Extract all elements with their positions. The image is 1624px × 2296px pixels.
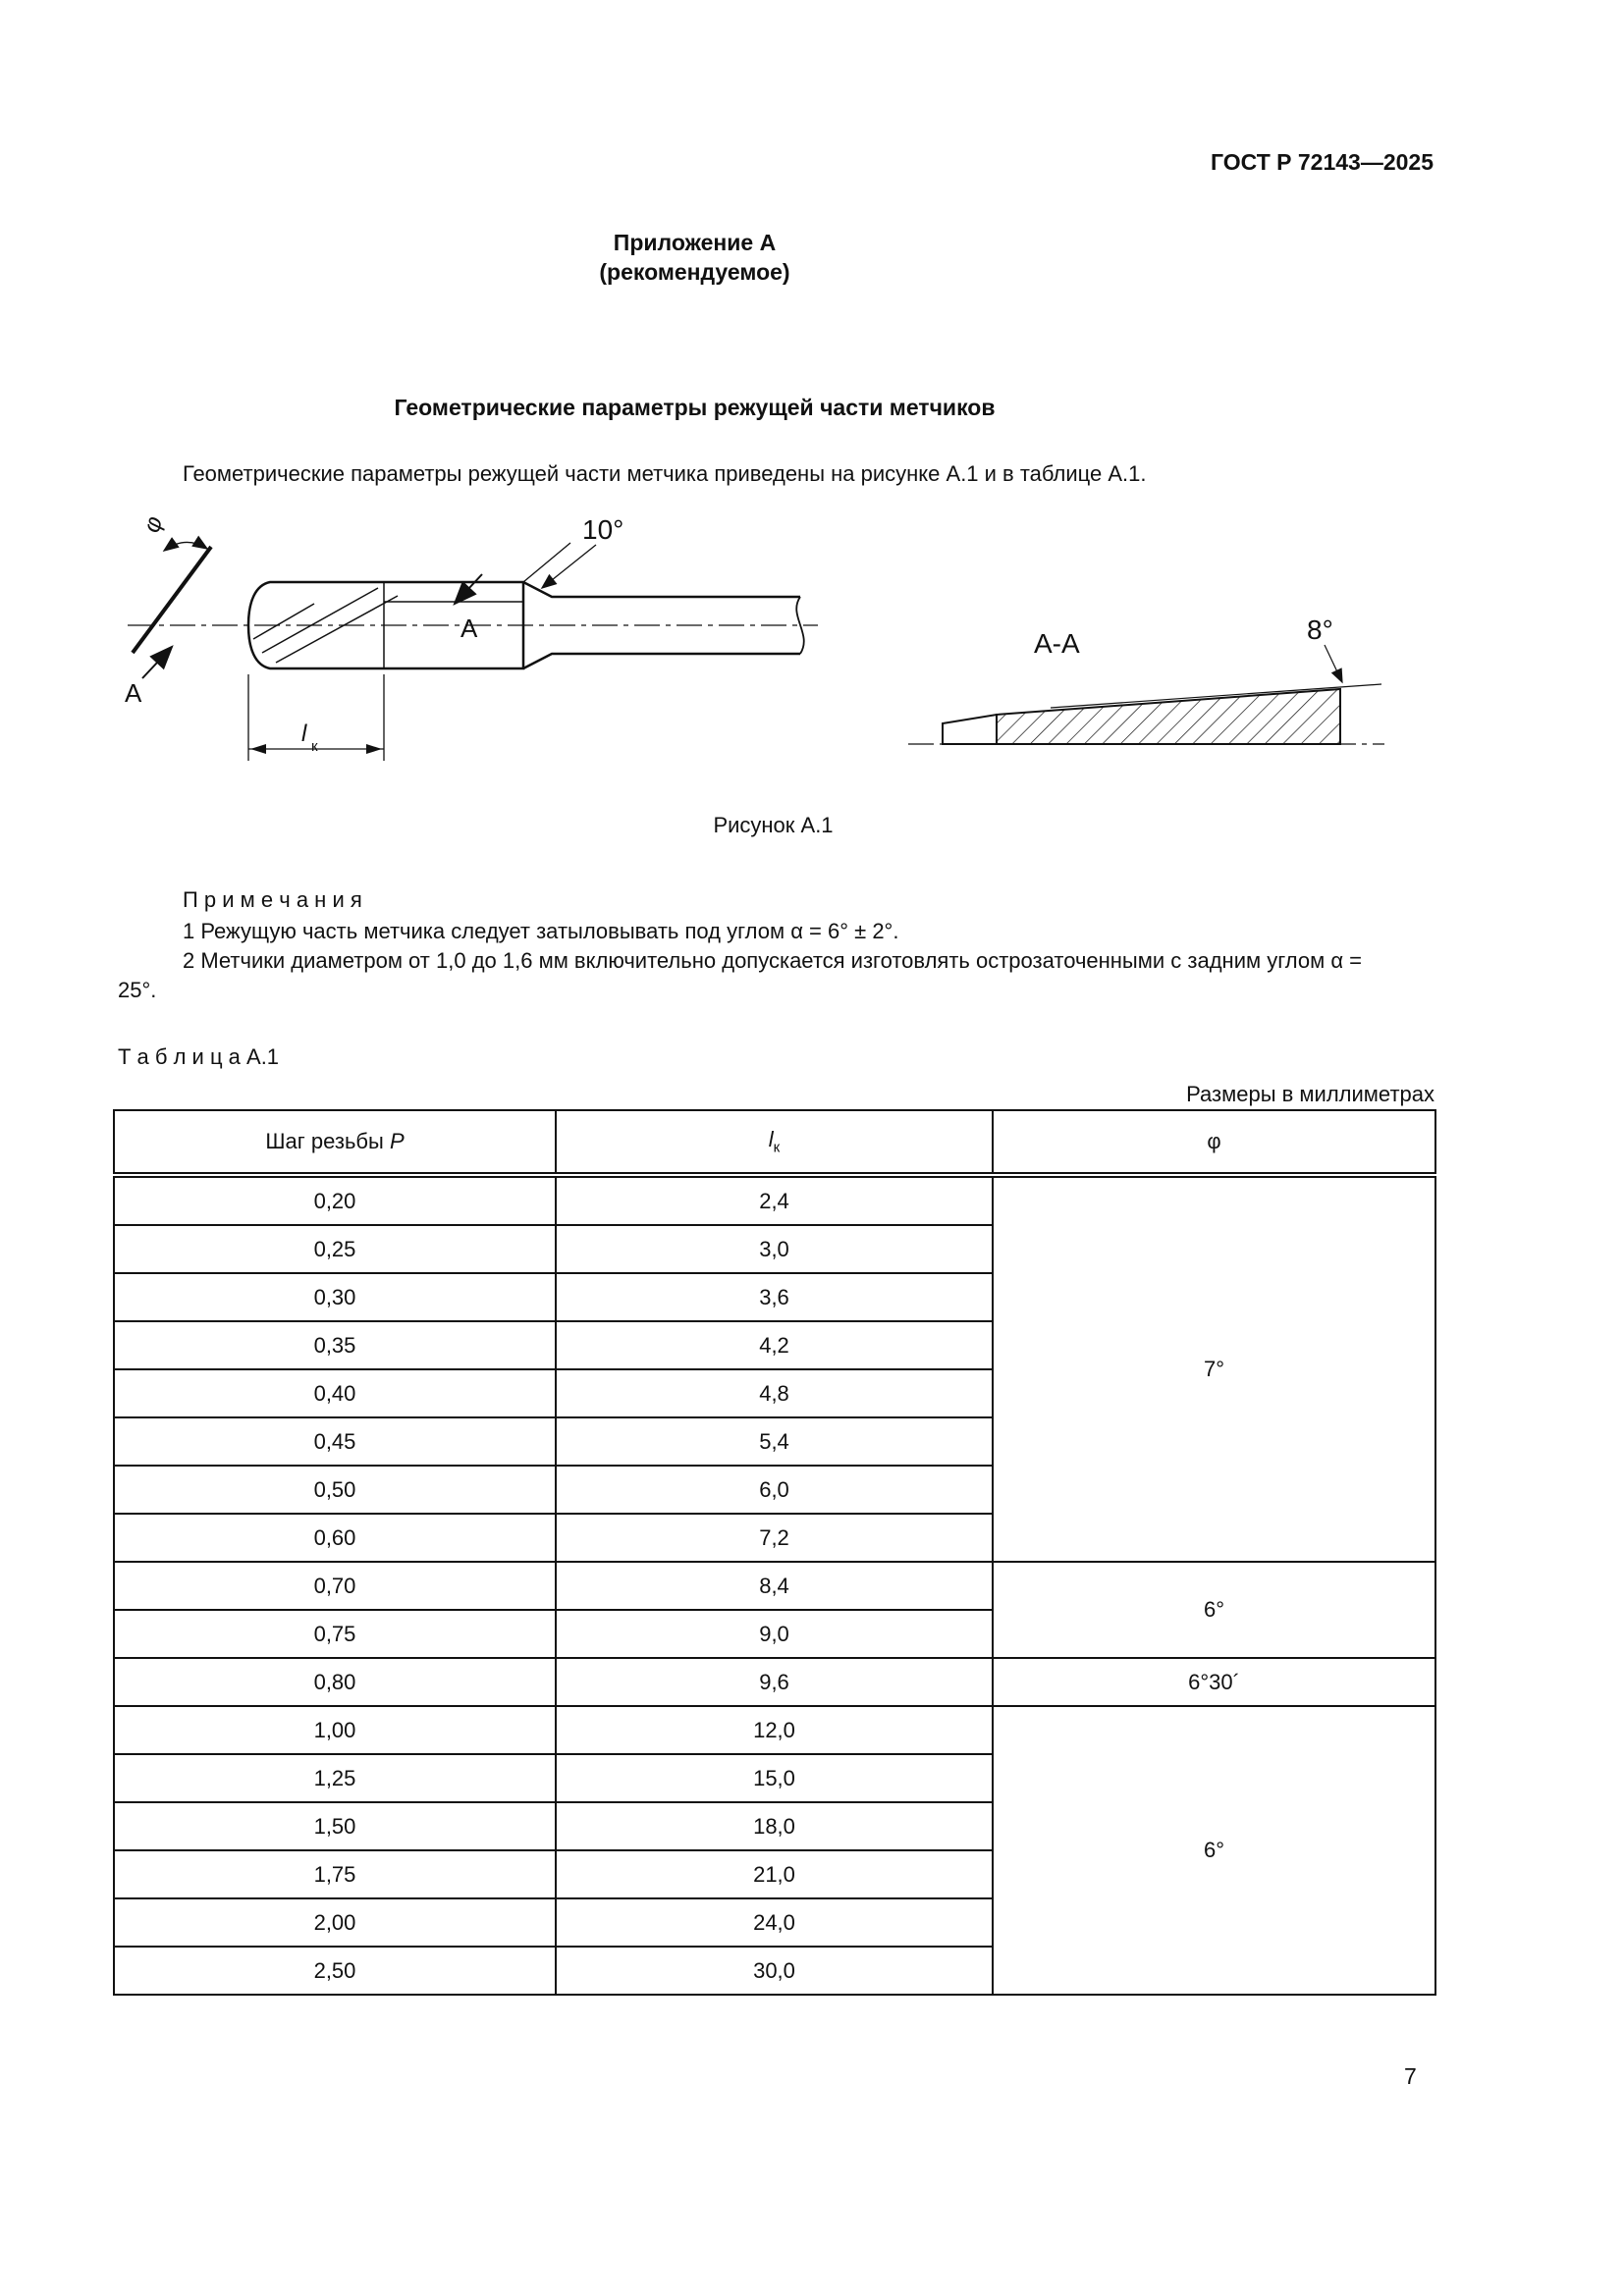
section-arrow-left [142, 647, 172, 678]
col-header-phi: φ [993, 1110, 1435, 1175]
table-header-row [114, 1110, 1435, 1175]
cell-pitch: 0,30 [114, 1273, 556, 1321]
appendix-heading [113, 228, 1276, 287]
table-row [114, 1658, 1435, 1706]
section-marker-a-left: А [125, 678, 142, 708]
cell-pitch: 0,50 [114, 1466, 556, 1514]
table-row [114, 1175, 1435, 1225]
phi-label: φ [138, 513, 169, 536]
hatched-section [997, 689, 1340, 744]
col-header-pitch [114, 1110, 556, 1175]
dimension-arrowhead [366, 744, 382, 754]
col-header-lk-sub: к [773, 1139, 781, 1156]
angle8-label: 8° [1307, 614, 1333, 645]
cell-lk: 30,0 [556, 1947, 993, 1995]
cell-lk: 9,0 [556, 1610, 993, 1658]
cell-pitch: 0,40 [114, 1369, 556, 1417]
section-title: Геометрические параметры режущей части метчиков [394, 395, 996, 420]
intro-paragraph: Геометрические параметры режущей части метчика приведены на рисунке А.1 и в таблице А.1. [183, 461, 1147, 486]
section-marker-a-right: А [460, 614, 478, 643]
cell-lk: 8,4 [556, 1562, 993, 1610]
cell-lk: 4,2 [556, 1321, 993, 1369]
flute-line [253, 604, 314, 639]
cell-phi-group: 6° [993, 1706, 1435, 1995]
page-number: 7 [1404, 2063, 1417, 2089]
cell-phi-group: 6° [993, 1562, 1435, 1658]
tap-side-view [128, 542, 818, 761]
cell-pitch: 0,20 [114, 1175, 556, 1225]
cell-pitch: 0,80 [114, 1658, 556, 1706]
chamfer-extension-line [523, 543, 570, 582]
col-header-lk-main: l [768, 1127, 774, 1152]
phi-angle-arc [164, 542, 207, 551]
cell-lk: 18,0 [556, 1802, 993, 1850]
cell-pitch: 1,75 [114, 1850, 556, 1898]
shank-bottom [523, 654, 800, 668]
cell-pitch: 0,75 [114, 1610, 556, 1658]
cell-lk: 7,2 [556, 1514, 993, 1562]
angle10-label: 10° [582, 514, 624, 545]
notes-heading: П р и м е ч а н и я [183, 887, 362, 912]
cell-lk: 15,0 [556, 1754, 993, 1802]
section-arrow-right [455, 574, 482, 604]
cell-lk: 12,0 [556, 1706, 993, 1754]
col-header-pitch-var: Р [389, 1129, 405, 1153]
cell-pitch: 0,70 [114, 1562, 556, 1610]
note-item: 1 Режущую часть метчика следует затыловывать под углом α = 6° ± 2°. [183, 919, 899, 943]
cell-lk: 4,8 [556, 1369, 993, 1417]
cell-lk: 3,0 [556, 1225, 993, 1273]
cell-pitch: 2,00 [114, 1898, 556, 1947]
cell-lk: 5,4 [556, 1417, 993, 1466]
break-line [796, 597, 804, 654]
section-aa-view [908, 645, 1384, 744]
appendix-title: Приложение А [613, 230, 777, 255]
lk-label-main: l [301, 721, 307, 747]
cell-lk: 3,6 [556, 1273, 993, 1321]
col-header-pitch-text: Шаг резьбы [265, 1129, 390, 1153]
cell-phi-group: 6°30´ [993, 1658, 1435, 1706]
col-header-lk [556, 1110, 993, 1175]
cell-pitch: 1,25 [114, 1754, 556, 1802]
cell-lk: 21,0 [556, 1850, 993, 1898]
table-a1 [113, 1109, 1436, 1996]
cell-lk: 24,0 [556, 1898, 993, 1947]
cell-pitch: 0,35 [114, 1321, 556, 1369]
cell-pitch: 2,50 [114, 1947, 556, 1995]
cell-pitch: 0,60 [114, 1514, 556, 1562]
cell-pitch: 0,25 [114, 1225, 556, 1273]
shank-top [523, 582, 800, 597]
document-number: ГОСТ Р 72143—2025 [1211, 149, 1434, 175]
cell-lk: 2,4 [556, 1175, 993, 1225]
cell-lk: 9,6 [556, 1658, 993, 1706]
cutting-face-line [133, 547, 211, 653]
table-row [114, 1706, 1435, 1754]
cell-pitch: 1,50 [114, 1802, 556, 1850]
lk-label-sub: к [311, 738, 318, 755]
figure-caption: Рисунок А.1 [713, 813, 834, 837]
flute-line [276, 596, 398, 663]
cell-phi-group: 7° [993, 1175, 1435, 1562]
cell-pitch: 0,45 [114, 1417, 556, 1466]
table-units-note: Размеры в миллиметрах [1186, 1082, 1435, 1106]
cell-lk: 6,0 [556, 1466, 993, 1514]
table-label: Т а б л и ц а А.1 [118, 1044, 280, 1069]
appendix-subtitle: (рекомендуемое) [599, 259, 790, 285]
table-row [114, 1562, 1435, 1610]
dimension-arrowhead [250, 744, 266, 754]
note-item: 2 Метчики диаметром от 1,0 до 1,6 мм включительно допускается изготовлять острозаточенными с задним углом α = 25°. [118, 948, 1362, 1002]
land-front-face [943, 715, 997, 744]
figure-a1-drawing [113, 506, 1507, 829]
angle8-leader [1325, 645, 1342, 682]
section-title-label: А-А [1034, 628, 1080, 659]
cell-pitch: 1,00 [114, 1706, 556, 1754]
flute-line [262, 588, 378, 653]
angle10-leader [542, 545, 596, 588]
